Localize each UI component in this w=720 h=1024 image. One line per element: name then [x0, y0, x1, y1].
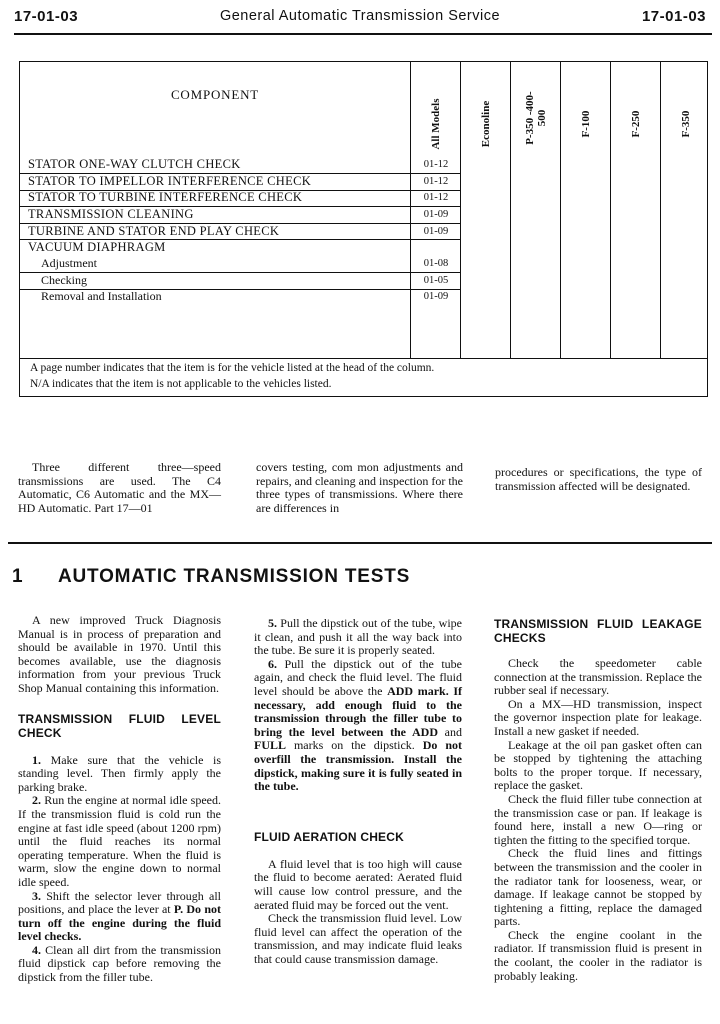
- paragraph: A fluid level that is too high will cause the fluid to become aerated: Aerated fluid will cause low control pressure, and the aerated fluid may be forced out the vent.: [254, 856, 462, 912]
- section-heading: AUTOMATIC TRANSMISSION TESTS: [58, 566, 411, 587]
- intro-column-2: [256, 461, 463, 515]
- step-4: 4. Clean all dirt from the transmission fluid dipstick cap before removing the dipstick from the filler tube.: [18, 942, 222, 985]
- paragraph: On a MX—HD transmission, inspect the governor inspection plate for leakage. Install a new gasket if needed.: [494, 696, 702, 738]
- table-note-page-number: A page number indicates that the item is for the vehicle listed at the head of the column.: [30, 362, 435, 374]
- paragraph: Check the speedometer cable connection at the transmission. Replace the rubber seal if necessary.: [494, 656, 702, 698]
- table-row: STATOR TO IMPELLOR INTERFERENCE CHECK 01-12: [28, 174, 449, 188]
- intro-text: covers testing, com mon adjustments and repairs, and cleaning and inspection for the three types of transmissions. Where there are differences in: [256, 460, 463, 515]
- heading-fluid-level-check: TRANSMISSION FLUID LEVEL CHECK: [18, 711, 221, 740]
- table-row: TURBINE AND STATOR END PLAY CHECK 01-09: [28, 224, 449, 238]
- page-number-right: 17-01-03: [641, 8, 706, 25]
- body-column-3: [494, 617, 702, 983]
- heading-fluid-leakage-checks: TRANSMISSION FLUID LEAKAGE CHECKS: [494, 617, 702, 645]
- paragraph: Check the transmission fluid level. Low fluid level can affect the operation of the transmission, and may indicate fluid leaks that could cause transmission damage.: [254, 911, 462, 966]
- step-3: 3. Shift the selector lever through all positions, and place the lever at P. Do not turn off the engine during the fluid level checks.: [18, 888, 221, 944]
- step-2: 2. Run the engine at normal idle speed. If the transmission fluid is cold run the engine at fast idle speed (about 1200 rpm) until the fluid reaches its normal operating temperature. When the fluid is warm, slow the engine down to normal idle speed.: [18, 793, 221, 889]
- intro-column-3: [495, 466, 702, 493]
- intro-column-1: [18, 461, 221, 515]
- column-header-f250: F-250: [630, 110, 642, 138]
- page-header: [0, 6, 720, 34]
- table-row: Checking 01-05: [41, 273, 449, 287]
- column-header-f100: F-100: [580, 110, 592, 138]
- heading-fluid-aeration-check: FLUID AERATION CHECK: [254, 829, 404, 844]
- section-rule: [8, 542, 712, 544]
- table-row: STATOR ONE-WAY CLUTCH CHECK 01-12: [28, 157, 449, 171]
- intro-text: procedures or specifications, the type of transmission affected will be designated.: [495, 465, 702, 493]
- paragraph: Check the fluid lines and fittings between the transmission and the cooler in the radiator tank for looseness, wear, or damage. If leakage cannot be stopped by tightening a fitting, replace the damaged parts.: [494, 846, 702, 929]
- page-number-left: 17-01-03: [14, 8, 79, 25]
- section-number: 1: [12, 566, 24, 587]
- table-row: STATOR TO TURBINE INTERFERENCE CHECK 01-12: [28, 190, 449, 204]
- header-rule: [14, 33, 712, 35]
- intro-text: Three different three—speed transmissions are used. The C4 Automatic, C6 Automatic and the MX—HD Automatic. Part 17—01: [18, 460, 221, 515]
- table-row: Adjustment 01-08: [41, 256, 449, 270]
- section-title: [12, 566, 410, 588]
- page-title: General Automatic Transmission Service: [219, 8, 501, 24]
- paragraph: Check the fluid filler tube connection at the transmission case or pan. If leakage is found here, install a new O—ring or tighten the fitting to the specified torque.: [494, 791, 702, 847]
- component-column-header: COMPONENT: [170, 87, 260, 102]
- column-header-all-models: All Models: [430, 98, 442, 150]
- table-notes: [30, 360, 434, 392]
- body-column-2: [254, 617, 462, 966]
- column-header-econoline: Econoline: [480, 100, 492, 148]
- paragraph: Check the engine coolant in the radiator. If transmission fluid is present in the coolant, the cooler in the radiator is probably leaking.: [494, 927, 702, 983]
- table-row: Removal and Installation 01-09: [41, 289, 449, 303]
- step-1: 1. Make sure that the vehicle is standing level. Then firmly apply the parking brake.: [18, 752, 221, 794]
- step-6: 6. Pull the dipstick out of the tube again, and check the fluid level. The fluid level should be above the ADD mark. If necessary, add enough fluid to the transmission through the filler tube to bring the level between the ADD and FULL marks on the dipstick. Do not overfill the transmission. Install the dipstick, making sure it is fully seated in the tube.: [254, 656, 463, 794]
- step-5: 5. Pull the dipstick out of the tube, wipe it clean, and push it all the way back into the tube. Be sure it is properly seated.: [254, 616, 463, 658]
- body-column-1: [18, 614, 221, 985]
- paragraph: Leakage at the oil pan gasket often can be stopped by tightening the attaching bolts to the proper torque. If necessary, replace the gasket.: [494, 737, 702, 793]
- column-header-p-series: P-350 -400-500: [524, 91, 548, 145]
- table-note-na: N/A indicates that the item is not applicable to the vehicles listed.: [30, 378, 332, 390]
- table-row: VACUUM DIAPHRAGM: [28, 240, 166, 254]
- table-row: TRANSMISSION CLEANING 01-09: [28, 207, 449, 221]
- notes-rule: [20, 358, 707, 359]
- component-index-table: [19, 61, 708, 397]
- paragraph: A new improved Truck Diagnosis Manual is in process of preparation and should be available in 1970. Until this becomes available, use the diagnosis information from your previous Truck Shop Manual containing this information.: [18, 613, 221, 695]
- column-header-f350: F-350: [680, 110, 692, 138]
